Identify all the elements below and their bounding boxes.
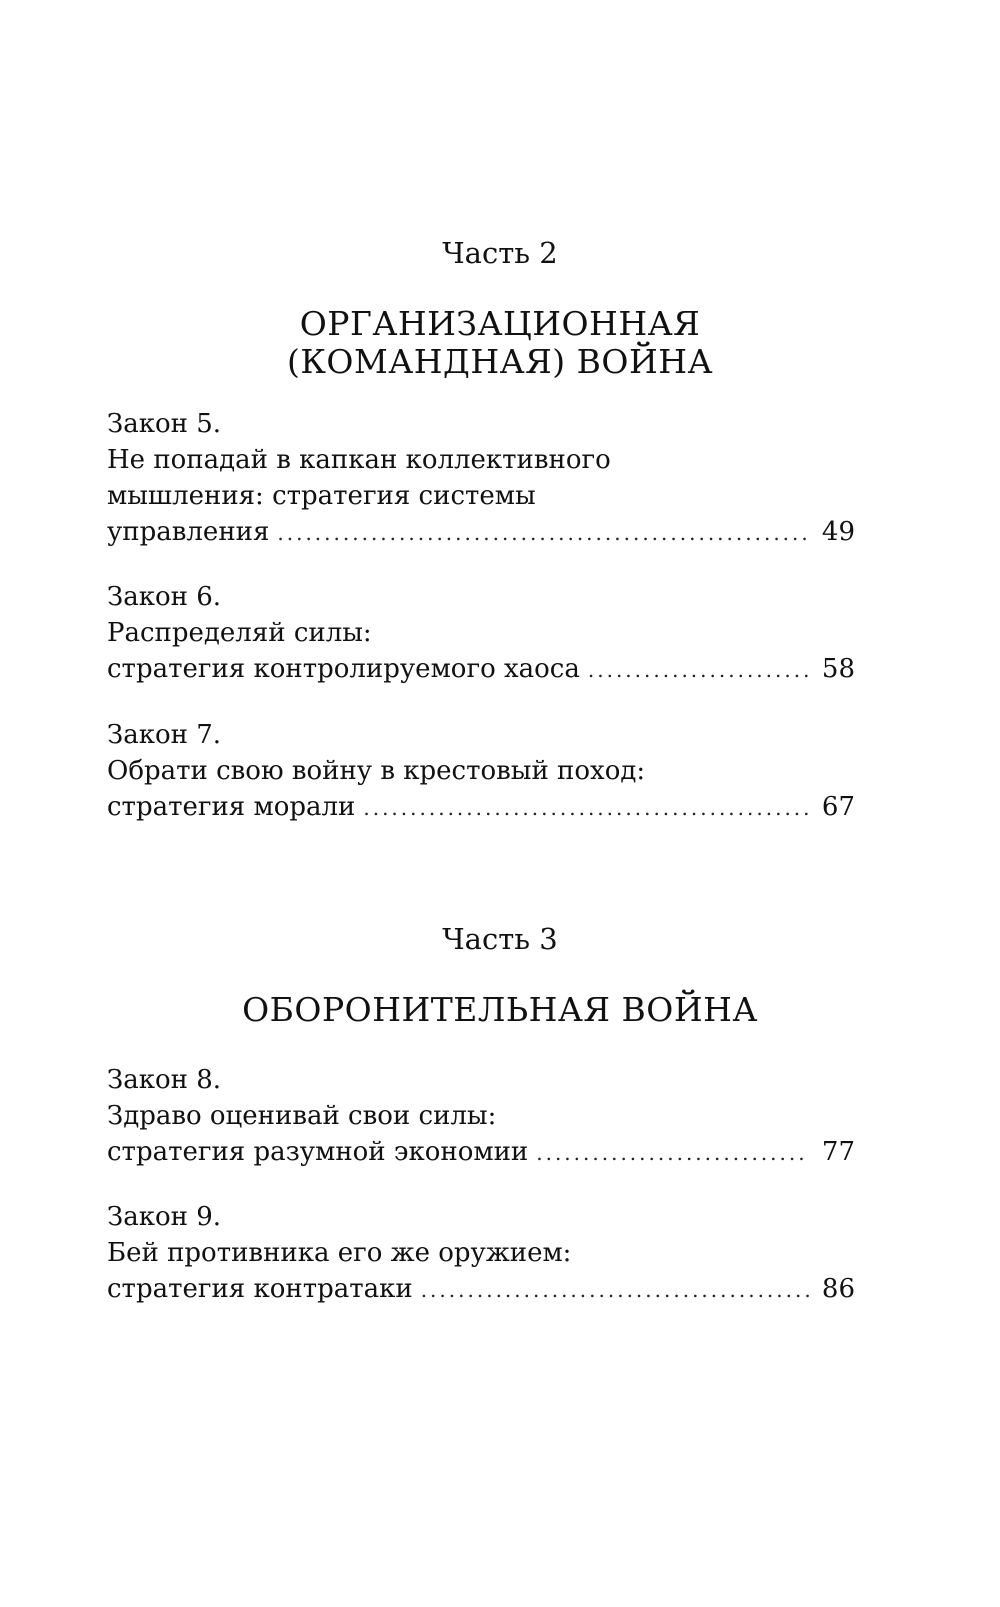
- law-title-line: стратегия контролируемого хаоса: [107, 654, 580, 684]
- page-number: 77: [821, 1137, 855, 1167]
- law-title-line: Не попадай в капкан коллективного: [107, 445, 611, 475]
- dot-leader: [421, 1272, 809, 1308]
- dot-leader: [536, 1135, 809, 1171]
- toc-entry-law-6[interactable]: [107, 579, 855, 688]
- law-title-line: Распределяй силы:: [107, 618, 372, 648]
- page-number: 67: [821, 792, 855, 822]
- law-title-line: Обрати свою войну в крестовый поход:: [107, 756, 646, 786]
- law-last-line: [107, 651, 855, 688]
- toc-entry-law-9[interactable]: [107, 1199, 855, 1308]
- dot-leader: [277, 515, 809, 551]
- part-2-title-line: (КОМАНДНАЯ) ВОЙНА: [287, 342, 713, 381]
- law-title-line: Здраво оценивай свои силы:: [107, 1101, 497, 1131]
- law-last-line: [107, 1271, 855, 1308]
- law-number: Закон 5.: [107, 409, 222, 439]
- part-2-label: Часть 2: [442, 236, 558, 270]
- part-3-label: Часть 3: [442, 922, 558, 956]
- toc-entry-law-7[interactable]: [107, 717, 855, 826]
- dot-leader: [363, 790, 809, 826]
- part-3-title-line: ОБОРОНИТЕЛЬНАЯ ВОЙНА: [242, 990, 758, 1029]
- toc-entry-law-8[interactable]: [107, 1062, 855, 1171]
- part-3-title: [0, 991, 1000, 1029]
- page-number: 58: [821, 654, 855, 684]
- law-title-line: мышления: стратегия системы: [107, 481, 536, 511]
- law-title-line: стратегия разумной экономии: [107, 1137, 529, 1167]
- part-2-title-line: ОРГАНИЗАЦИОННАЯ: [299, 304, 701, 343]
- dot-leader: [588, 652, 809, 688]
- law-number: Закон 6.: [107, 582, 222, 612]
- law-last-line: [107, 1134, 855, 1171]
- law-number: Закон 8.: [107, 1065, 222, 1095]
- law-number: Закон 7.: [107, 720, 222, 750]
- law-title-line: управления: [107, 517, 270, 547]
- law-last-line: [107, 789, 855, 826]
- law-title-line: стратегия контратаки: [107, 1274, 413, 1304]
- part-2-title: [0, 305, 1000, 381]
- law-title-line: стратегия морали: [107, 792, 356, 822]
- page-number: 49: [821, 517, 855, 547]
- page-number: 86: [821, 1274, 855, 1304]
- law-last-line: [107, 514, 855, 551]
- law-number: Закон 9.: [107, 1202, 222, 1232]
- law-title-line: Бей противника его же оружием:: [107, 1238, 572, 1268]
- toc-entry-law-5[interactable]: [107, 406, 855, 551]
